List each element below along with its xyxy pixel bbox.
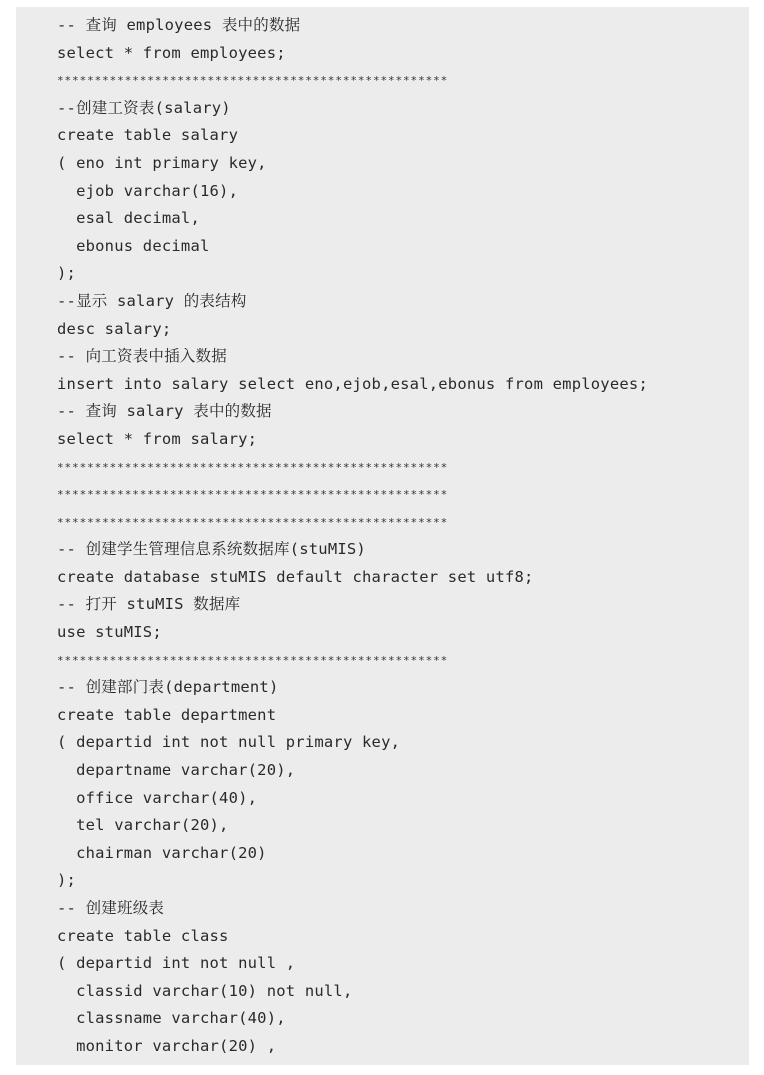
code-line: ejob varchar(16),: [57, 181, 239, 200]
code-line: );: [57, 264, 77, 283]
separator-line: ****************************************************: [57, 488, 449, 502]
separator-line: ****************************************************: [57, 460, 449, 474]
separator-line: ****************************************************: [57, 653, 449, 667]
code-line: classname varchar(40),: [57, 1009, 286, 1028]
code-line: create database stuMIS default character set utf8;: [57, 567, 534, 586]
code-line: create table class: [57, 926, 229, 945]
code-line: ( eno int primary key,: [57, 153, 267, 172]
comment-line: -- 创建学生管理信息系统数据库(stuMIS): [57, 540, 366, 559]
code-line: select * from salary;: [57, 429, 258, 448]
separator-line: ****************************************************: [57, 515, 449, 529]
code-line: ( departid int not null ,: [57, 954, 296, 973]
code-line: create table salary: [57, 126, 239, 145]
code-line: esal decimal,: [57, 209, 200, 228]
code-line: ebonus decimal: [57, 236, 210, 255]
comment-line: -- 打开 stuMIS 数据库: [57, 595, 241, 614]
code-line: tel varchar(20),: [57, 816, 229, 835]
code-line: ( departid int not null primary key,: [57, 733, 401, 752]
comment-line: -- 向工资表中插入数据: [57, 347, 227, 366]
code-line: chairman varchar(20): [57, 843, 267, 862]
comment-line: -- 创建班级表: [57, 899, 165, 917]
comment-line: -- 查询 salary 表中的数据: [57, 402, 272, 421]
separator-line: ****************************************************: [57, 74, 449, 88]
code-line: classid varchar(10) not null,: [57, 981, 353, 1000]
code-lines: [57, 12, 648, 1061]
comment-line: --显示 salary 的表结构: [57, 291, 247, 310]
code-line: office varchar(40),: [57, 788, 258, 807]
code-line: insert into salary select eno,ejob,esal,ebonus from employees;: [57, 374, 648, 393]
code-line: desc salary;: [57, 319, 172, 338]
code-line: select * from employees;: [57, 43, 286, 62]
code-line: create table department: [57, 705, 277, 724]
code-line: );: [57, 871, 77, 890]
code-line: departname varchar(20),: [57, 761, 296, 780]
code-line: use stuMIS;: [57, 623, 162, 642]
comment-line: --创建工资表(salary): [57, 98, 231, 117]
comment-line: -- 创建部门表(department): [57, 678, 279, 697]
code-listing-panel: [16, 7, 749, 1065]
code-line: monitor varchar(20) ,: [57, 1036, 277, 1055]
comment-line: -- 查询 employees 表中的数据: [57, 16, 301, 34]
